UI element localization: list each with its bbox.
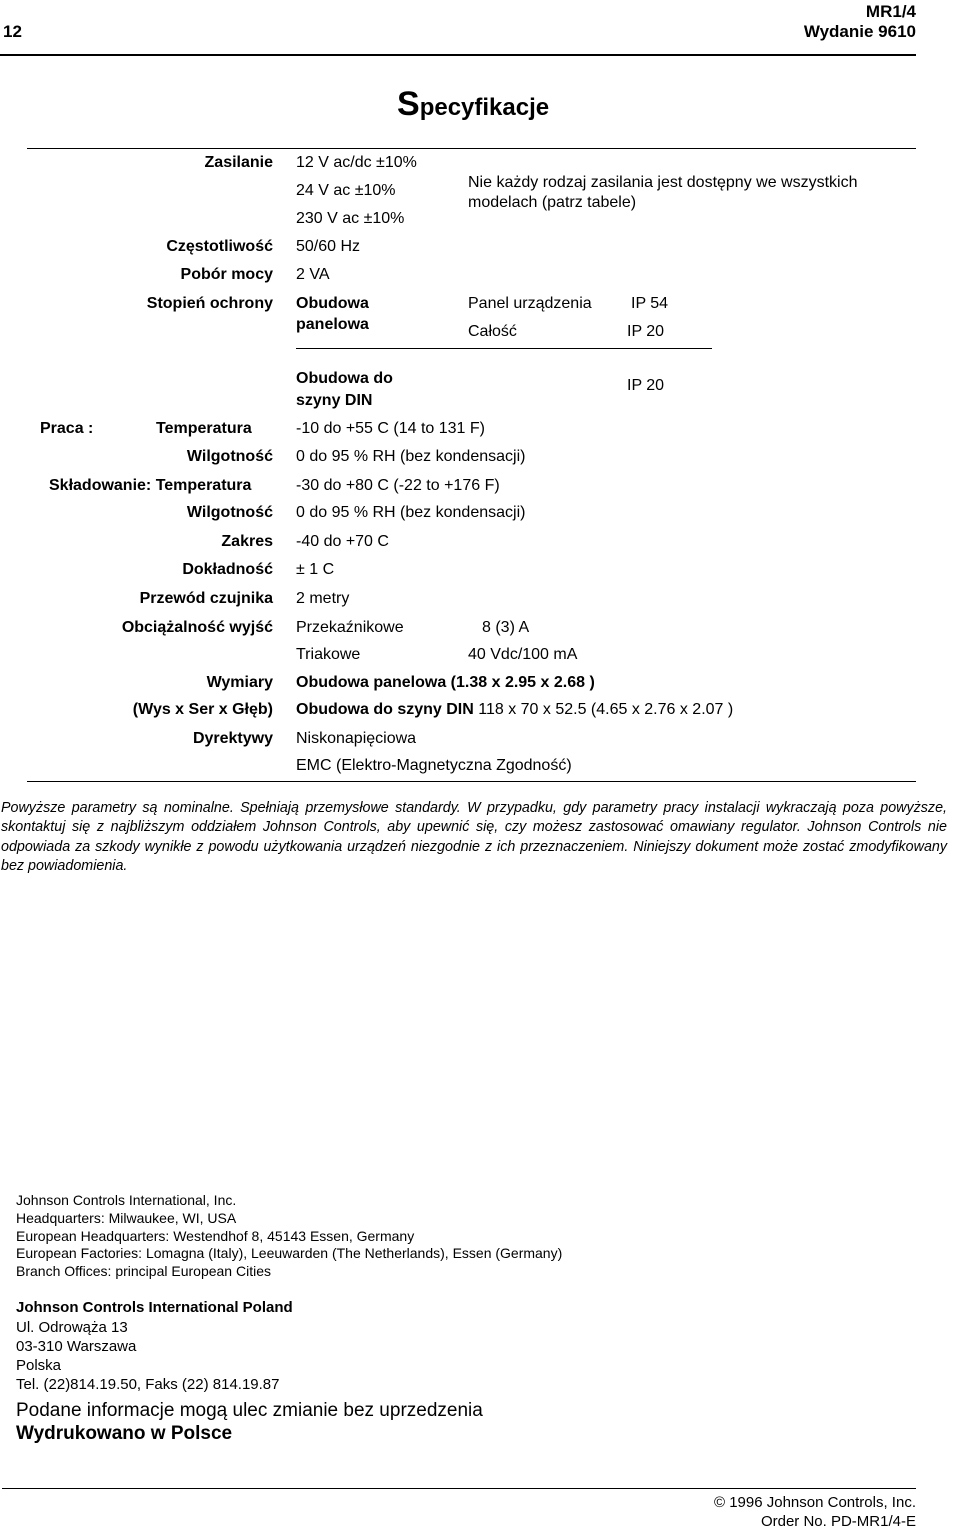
value-pobor-mocy: 2 VA <box>296 266 330 283</box>
panel-urzadzenia-label: Panel urządzenia <box>468 295 592 312</box>
obciazalnosc-value-1: 8 (3) A <box>482 619 530 636</box>
value-zasilanie-2: 24 V ac ±10% <box>296 182 396 199</box>
label-obciazalnosc: Obciążalność wyjść <box>121 619 273 636</box>
value-wymiary-panel: Obudowa panelowa (1.38 x 2.95 x 2.68 ) <box>296 674 595 691</box>
label-dokladnosc: Dokładność <box>182 561 273 578</box>
value-czestotliwosc: 50/60 Hz <box>296 238 361 255</box>
footer-rule <box>2 1488 916 1489</box>
value-wymiary-din: Obudowa do szyny DIN 118 x 70 x 52.5 (4.65 x 2.76 x 2.07 ) <box>296 701 734 718</box>
label-stopien-ochrony: Stopień ochrony <box>146 295 273 312</box>
calosc-ip: IP 20 <box>627 323 665 340</box>
value-skladowanie-wilgotnosc: 0 do 95 % RH (bez kondensacji) <box>296 504 526 521</box>
value-praca-temperatura: -10 do +55 C (14 to 131 F) <box>296 420 485 437</box>
label-praca: Praca : <box>40 420 94 437</box>
obciazalnosc-value-2: 40 Vdc/100 mA <box>468 646 578 663</box>
value-skladowanie-temperatura: -30 do +80 C (-22 to +176 F) <box>296 477 500 494</box>
value-dokladnosc: ± 1 C <box>296 561 335 578</box>
stopien-panel-label-2: panelowa <box>296 316 369 333</box>
disclaimer-change: Podane informacje mogą ulec zmianie bez uprzedzenia <box>16 1400 483 1421</box>
page-title: Specyfikacje <box>397 85 550 123</box>
company-line-1: Johnson Controls International, Inc. <box>16 1192 237 1208</box>
label-zasilanie: Zasilanie <box>204 154 273 171</box>
poland-company-name: Johnson Controls International Poland <box>16 1299 293 1316</box>
value-zakres: -40 do +70 C <box>296 533 389 550</box>
label-pobor-mocy: Pobór mocy <box>180 266 273 283</box>
obciazalnosc-type-2: Triakowe <box>296 646 361 663</box>
table-top-rule <box>27 148 916 149</box>
label-wymiary: Wymiary <box>206 674 273 691</box>
stopien-divider <box>296 348 712 349</box>
table-bottom-rule <box>27 781 916 782</box>
copyright: © 1996 Johnson Controls, Inc. <box>713 1494 916 1511</box>
order-number: Order No. PD-MR1/4-E <box>760 1513 916 1530</box>
poland-phone-fax: Tel. (22)814.19.50, Faks (22) 814.19.87 <box>16 1376 280 1393</box>
label-praca-temperatura: Temperatura <box>156 420 252 437</box>
poland-address-3: Polska <box>16 1357 62 1374</box>
printed-in-poland: Wydrukowano w Polsce <box>16 1423 233 1444</box>
label-skladowanie-wilgotnosc: Wilgotność <box>186 504 273 521</box>
stopien-din-label-1: Obudowa do <box>296 370 393 387</box>
nominal-parameters-note: Powyższe parametry są nominalne. Spełniają przemysłowe standardy. W przypadku, gdy parametry pracy instalacji wykraczają poza powyższe, skontaktuj się z najbliższym oddziałem Johnson Controls, aby upewnić się, czy możesz zastosować omawiany regulator. Johnson Controls nie odpowiada za szkody wynikłe z powodu użytkowania urządzeń niezgodnie z ich przeznaczeniem. Niniejszy dokument może zostać zmodyfikowany bez powiadomienia. <box>1 800 947 874</box>
company-line-3: European Headquarters: Westendhof 8, 45143 Essen, Germany <box>16 1228 415 1244</box>
value-praca-wilgotnosc: 0 do 95 % RH (bez kondensacji) <box>296 448 526 465</box>
company-line-5: Branch Offices: principal European Cities <box>16 1263 271 1279</box>
value-zasilanie-3: 230 V ac ±10% <box>296 210 405 227</box>
poland-address-2: 03-310 Warszawa <box>16 1338 137 1355</box>
din-ip: IP 20 <box>627 377 665 394</box>
label-skladowanie: Składowanie: Temperatura <box>49 477 252 494</box>
zasilanie-note-1: Nie każdy rodzaj zasilania jest dostępny we wszystkich <box>468 174 858 191</box>
panel-urzadzenia-ip: IP 54 <box>631 295 669 312</box>
value-zasilanie-1: 12 V ac/dc ±10% <box>296 154 417 171</box>
value-dyrektywy-2: EMC (Elektro-Magnetyczna Zgodność) <box>296 757 572 774</box>
value-dyrektywy-1: Niskonapięciowa <box>296 730 417 747</box>
page-number: 12 <box>3 22 22 41</box>
label-praca-wilgotnosc: Wilgotność <box>186 448 273 465</box>
calosc-label: Całość <box>468 323 517 340</box>
header-rule <box>0 54 916 56</box>
doc-code: MR1/4 <box>865 2 916 21</box>
poland-address-1: Ul. Odrowąża 13 <box>16 1319 128 1336</box>
edition: Wydanie 9610 <box>803 22 916 41</box>
label-zakres: Zakres <box>221 533 273 550</box>
stopien-panel-label-1: Obudowa <box>296 295 369 312</box>
value-przewod-czujnika: 2 metry <box>296 590 350 607</box>
label-czestotliwosc: Częstotliwość <box>166 238 273 255</box>
company-line-2: Headquarters: Milwaukee, WI, USA <box>16 1210 237 1226</box>
obciazalnosc-type-1: Przekaźnikowe <box>296 619 404 636</box>
stopien-din-label-2: szyny DIN <box>296 392 373 409</box>
label-dyrektywy: Dyrektywy <box>192 730 273 747</box>
company-line-4: European Factories: Lomagna (Italy), Leeuwarden (The Netherlands), Essen (Germany) <box>16 1245 563 1261</box>
label-wymiary-2: (Wys x Ser x Głęb) <box>132 701 273 718</box>
zasilanie-note-2: modelach (patrz tabele) <box>468 194 637 211</box>
label-przewod-czujnika: Przewód czujnika <box>139 590 273 607</box>
